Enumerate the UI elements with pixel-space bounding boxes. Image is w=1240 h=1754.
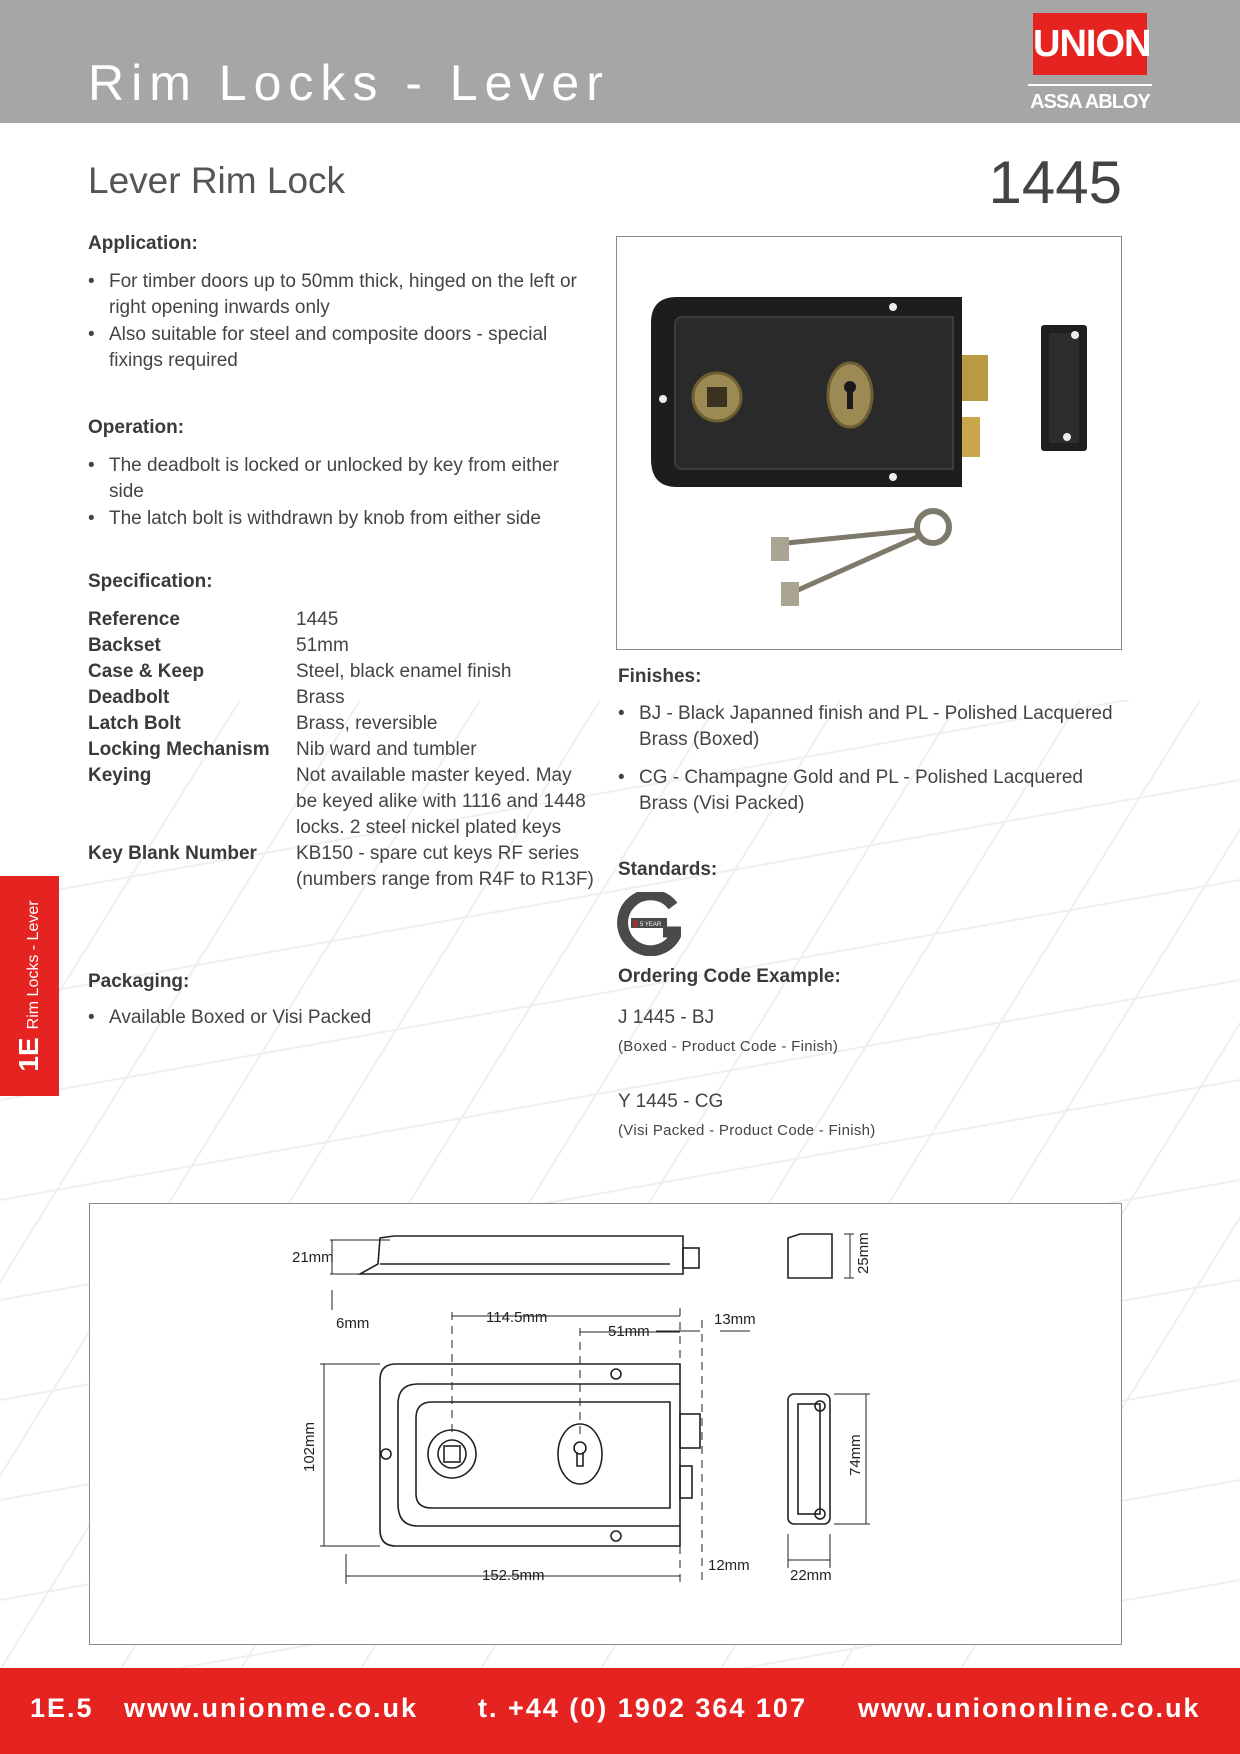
spec-row bbox=[88, 841, 598, 893]
spec-row bbox=[88, 763, 598, 841]
specification-table bbox=[88, 607, 598, 893]
product-title: Lever Rim Lock bbox=[88, 160, 346, 201]
dim-flange: 6mm bbox=[336, 1315, 370, 1332]
packaging-list bbox=[88, 1005, 598, 1032]
operation-heading: Operation: bbox=[88, 417, 185, 438]
ordering-code: Y 1445 - CG bbox=[618, 1091, 724, 1112]
dim-case-depth: 21mm bbox=[292, 1249, 334, 1266]
dim-keep-height: 74mm bbox=[847, 1434, 864, 1476]
list-item: • Also suitable for steel and composite doors - special fixings required bbox=[88, 322, 598, 374]
ordering-code: J 1445 - BJ bbox=[618, 1007, 715, 1028]
spec-value: KB150 - spare cut keys RF series (numbers range from R4F to R13F) bbox=[296, 843, 594, 890]
spec-value: Brass, reversible bbox=[296, 713, 438, 734]
list-item: • Available Boxed or Visi Packed bbox=[88, 1005, 598, 1031]
ordering-note: (Boxed - Product Code - Finish) bbox=[618, 1038, 839, 1055]
page-footer bbox=[0, 1668, 1240, 1754]
page-title: Rim Locks - Lever bbox=[88, 55, 610, 111]
finishes-heading: Finishes: bbox=[618, 666, 702, 687]
lock-illustration bbox=[617, 237, 1123, 651]
dim-keyhole-centre: 114.5mm bbox=[486, 1309, 548, 1326]
spec-label: Latch Bolt bbox=[88, 713, 181, 734]
dim-latch-projection: 12mm bbox=[708, 1557, 750, 1574]
spec-row bbox=[88, 685, 598, 711]
badge-text: 5 YEAR bbox=[640, 922, 662, 928]
phone-number: t. +44 (0) 1902 364 107 bbox=[478, 1693, 807, 1723]
operation-list bbox=[88, 453, 598, 533]
website-link[interactable]: www.uniononline.co.uk bbox=[858, 1693, 1201, 1723]
standards-heading: Standards: bbox=[618, 859, 718, 880]
product-code: 1445 bbox=[988, 149, 1122, 216]
spec-value: Steel, black enamel finish bbox=[296, 661, 512, 682]
dim-height: 102mm bbox=[301, 1421, 318, 1472]
list-item: • BJ - Black Japanned finish and PL - Polished Lacquered Brass (Boxed) bbox=[618, 701, 1123, 753]
packaging-heading: Packaging: bbox=[88, 971, 190, 992]
ordering-note: (Visi Packed - Product Code - Finish) bbox=[618, 1122, 876, 1139]
spec-value: Brass bbox=[296, 687, 345, 708]
spec-row bbox=[88, 737, 598, 763]
ordering-heading: Ordering Code Example: bbox=[618, 966, 841, 987]
spec-label: Locking Mechanism bbox=[88, 739, 270, 760]
list-item: • CG - Champagne Gold and PL - Polished Lacquered Brass (Visi Packed) bbox=[618, 765, 1123, 817]
spec-label: Key Blank Number bbox=[88, 843, 257, 864]
specification-heading: Specification: bbox=[88, 571, 213, 592]
side-tab-code: 1E bbox=[13, 1037, 44, 1072]
application-heading: Application: bbox=[88, 233, 198, 254]
finishes-list bbox=[618, 701, 1123, 818]
guarantee-badge-icon bbox=[617, 892, 681, 956]
dim-backset: 51mm bbox=[608, 1323, 650, 1340]
spec-row bbox=[88, 607, 598, 633]
product-photo bbox=[616, 236, 1122, 650]
spec-row bbox=[88, 633, 598, 659]
side-tab-label: Rim Locks - Lever bbox=[25, 900, 42, 1030]
spec-label: Reference bbox=[88, 609, 180, 630]
assa-abloy-logo: ASSA ABLOY bbox=[1030, 91, 1150, 113]
spec-value: Nib ward and tumbler bbox=[296, 739, 477, 760]
technical-drawing bbox=[89, 1203, 1122, 1645]
dim-keep-depth: 25mm bbox=[855, 1232, 872, 1274]
svg-text:5: 5 bbox=[633, 919, 639, 929]
spec-label: Case & Keep bbox=[88, 661, 205, 682]
union-logo: UNION bbox=[1033, 13, 1147, 75]
dim-bolt-projection: 13mm bbox=[714, 1311, 756, 1328]
section-side-tab bbox=[0, 876, 59, 1096]
spec-label: Backset bbox=[88, 635, 161, 656]
dim-width: 152.5mm bbox=[482, 1567, 545, 1584]
application-list bbox=[88, 269, 598, 375]
list-item: • For timber doors up to 50mm thick, hinged on the left or right opening inwards only bbox=[88, 269, 598, 321]
list-item: • The latch bolt is withdrawn by knob from either side bbox=[88, 506, 598, 532]
spec-row bbox=[88, 711, 598, 737]
logo-divider bbox=[1028, 84, 1152, 86]
dimension-drawing bbox=[90, 1204, 1123, 1646]
spec-label: Deadbolt bbox=[88, 687, 170, 708]
spec-value: Not available master keyed. May be keyed alike with 1116 and 1448 locks. 2 steel nickel plated keys bbox=[296, 765, 586, 838]
spec-value: 1445 bbox=[296, 609, 339, 630]
website-link[interactable]: www.unionme.co.uk bbox=[124, 1693, 419, 1723]
page-header bbox=[0, 0, 1240, 123]
list-item: • The deadbolt is locked or unlocked by key from either side bbox=[88, 453, 598, 505]
spec-label: Keying bbox=[88, 765, 152, 786]
spec-value: 51mm bbox=[296, 635, 349, 656]
spec-row bbox=[88, 659, 598, 685]
dim-keep-width: 22mm bbox=[790, 1567, 832, 1584]
page-number: 1E.5 bbox=[30, 1693, 94, 1723]
